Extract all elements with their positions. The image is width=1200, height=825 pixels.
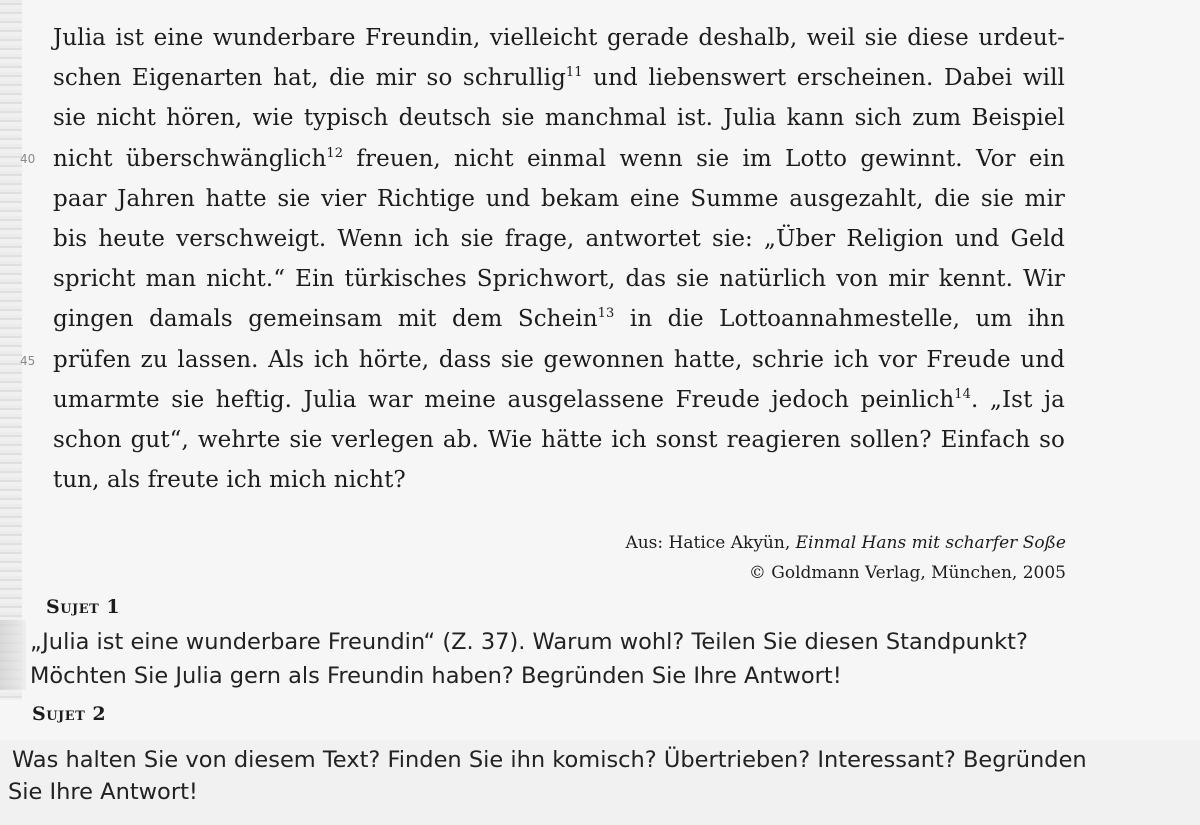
passage-line: schon gut“, wehrte sie verlegen ab. Wie hätte ich sonst reagieren sollen? Einfach so: [53, 426, 1065, 453]
passage-line: gingen damals gemeinsam mit dem Schein$^{13}$ in die Lottoannahmestelle, um ihn: [53, 306, 1065, 333]
source-citation: [625, 528, 1066, 588]
source-author: Aus: Hatice Akyün, Einmal Hans mit scharfer Soße: [625, 533, 1066, 553]
source-publisher: © Goldmann Verlag, München, 2005: [748, 563, 1066, 583]
passage-line: tun, als freute ich mich nicht?: [53, 467, 406, 494]
sujet-2-label: Sujet 2: [32, 703, 107, 725]
source-title: Einmal Hans mit scharfer Soße: [795, 533, 1066, 553]
line-number-40: 40: [20, 152, 36, 166]
scan-edge-shadow: [0, 0, 22, 700]
passage-line: sie nicht hören, wie typisch deutsch sie manchmal ist. Julia kann sich zum Beispiel: [53, 105, 1065, 132]
line-number-45: 45: [20, 354, 36, 368]
passage-line: umarmte sie heftig. Julia war meine ausgelassene Freude jedoch peinlich$^{14}$. „Ist ja: [53, 386, 1065, 413]
passage-line: paar Jahren hatte sie vier Richtige und bekam eine Summe ausgezahlt, die sie mir: [53, 185, 1065, 212]
reading-passage: [53, 18, 1065, 500]
footnote-14: 14: [954, 386, 972, 402]
sujet-1-question-line-2: Möchten Sie Julia gern als Freundin haben? Begründen Sie Ihre Antwort!: [30, 663, 842, 689]
sujet-1-label: Sujet 1: [46, 596, 121, 618]
passage-line: schen Eigenarten hat, die mir so schrullig$^{11}$ und liebenswert erscheinen. Dabei will: [53, 65, 1065, 92]
scan-margin-shadow: [0, 620, 26, 690]
passage-line: nicht überschwänglich$^{12}$ freuen, nicht einmal wenn sie im Lotto gewinnt. Vor ein: [53, 145, 1065, 172]
footnote-13: 13: [597, 306, 615, 322]
passage-line: bis heute verschweigt. Wenn ich sie frage, antwortet sie: „Über Religion und Geld: [53, 225, 1065, 252]
passage-line: prüfen zu lassen. Als ich hörte, dass sie gewonnen hatte, schrie ich vor Freude und: [53, 346, 1065, 373]
passage-line: spricht man nicht.“ Ein türkisches Sprichwort, das sie natürlich von mir kennt. Wir: [53, 266, 1065, 293]
passage-line: Julia ist eine wunderbare Freundin, vielleicht gerade deshalb, weil sie diese urdeut-: [53, 25, 1065, 51]
footnote-11: 11: [565, 65, 583, 81]
footnote-12: 12: [326, 145, 344, 161]
sujet-2-question-line-1: Was halten Sie von diesem Text? Finden Sie ihn komisch? Übertrieben? Interessant? Begründen: [12, 747, 1087, 773]
sujet-2-question-line-2: Sie Ihre Antwort!: [8, 779, 198, 805]
sujet-1-question-line-1: „Julia ist eine wunderbare Freundin“ (Z. 37). Warum wohl? Teilen Sie diesen Standpunkt?: [30, 629, 1028, 655]
